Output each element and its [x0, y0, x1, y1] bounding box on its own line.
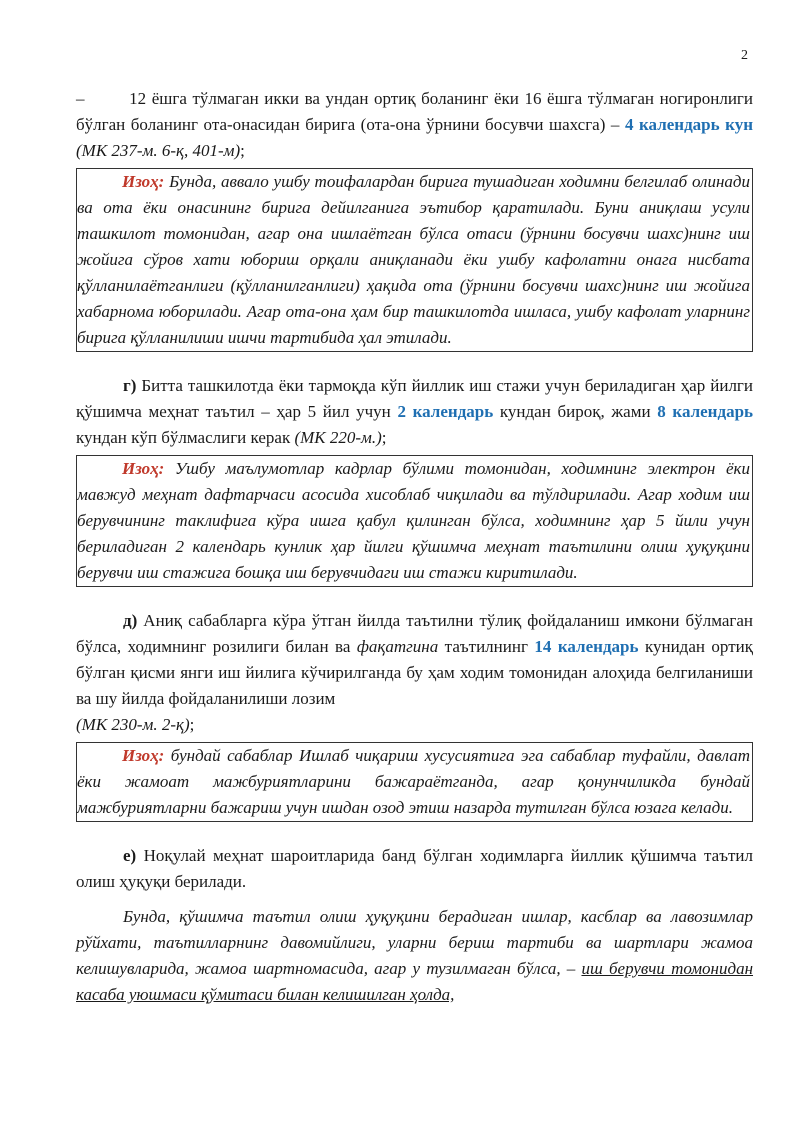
- closing-text: Бунда, қўшимча таътил олиш ҳуқуқини берадиган ишлар, касблар ва лавозимлар рўйхати, таътилларнинг давомийлиги, уларни бериш тартиби ва шартлари жамоа келишувларида, жамоа шартномасида, агар у тузилмаган бўлса, –: [76, 907, 753, 978]
- note-2-paragraph: [77, 456, 750, 586]
- item-dash-ref: (МК 237-м. 6-қ, 401-м): [76, 141, 241, 160]
- closing-underlined: иш берувчи томонидан касаба уюшмаси қўмитаси билан келишилган ҳолда,: [76, 959, 754, 1004]
- note-box-1: [76, 168, 753, 352]
- item-d-highlight: 14 календарь: [534, 637, 639, 656]
- item-d-tail: ;: [189, 715, 195, 734]
- item-g-paragraph: [76, 373, 753, 451]
- note-2-label: Изоҳ:: [122, 459, 165, 478]
- note-box-3: [76, 742, 753, 822]
- item-d-text-1: Аниқ сабабларга кўра ўтган йилда таътилни тўлиқ фойдаланиш имкони бўлмаган бўлса, ходимнинг розилиги билан ва: [76, 611, 753, 656]
- item-g-text-1: Битта ташкилотда ёки тармоқда кўп йиллик иш стажи учун бериладиган ҳар йилги қўшимча меҳнат таътил – ҳар 5 йил учун: [76, 376, 753, 421]
- item-g-letter: г): [123, 376, 137, 395]
- closing-paragraph: [76, 904, 753, 1008]
- item-dash-tail: ;: [240, 141, 245, 160]
- item-dash-lead: – 12 ёшга тўлмаган икки ва ундан ортиқ боланинг ёки 16 ёшга тўлмаган ногиронлиги бўлган боланинг ота-онасидан бирига (ота-она ўрнини босувчи шахсга) –: [76, 89, 753, 134]
- item-e-paragraph: [76, 843, 753, 895]
- item-g-highlight-2: 8 календарь: [657, 402, 754, 421]
- document-body: [76, 86, 753, 1008]
- item-d-italic-word: фақатгина: [356, 637, 439, 656]
- item-d-ref-line: [76, 712, 753, 738]
- item-d-letter: д): [123, 611, 138, 630]
- item-d-text-3: кунидан ортиқ бўлган қисми янги иш йилига кўчирилганда бу ҳам ходим томонидан алоҳида белгиланиши ва шу йилда фойдаланилиши лозим: [76, 637, 753, 708]
- item-dash-highlight: 4 календарь кун: [624, 115, 753, 134]
- note-3-paragraph: [77, 743, 750, 821]
- page-number: 2: [741, 48, 748, 63]
- item-e-text: Ноқулай меҳнат шароитларида банд бўлган ходимларга йиллик қўшимча таътил олиш ҳуқуқи берилади.: [76, 846, 753, 891]
- note-2-text: Ушбу маълумотлар кадрлар бўлими томонидан, ходимнинг электрон ёки мавжуд меҳнат дафтарчаси асосида хисоблаб чиқилади ва тўлдирилади. Агар ходим иш берувчининг таклифига кўра ишга қабул қилинган бўлса, ходимнинг ҳар 5 йили учун бериладиган 2 календарь кунлик ҳар йилги қўшимча меҳнат таътилини олиш ҳуқуқини берувчи иш стажига бошқа иш берувчидаги иш стажи киритилади.: [77, 459, 750, 582]
- note-1-text: Бунда, аввало ушбу тоифалардан бирига тушадиган ходимни белгилаб олинади ва ота ёки онасининг бирига дейилганига эътибор қаратилади. Буни аниқлаш усули ташкилот томонидан, агар она ишлаётган бўлса отаси (ўрнини босувчи шахс)нинг иш жойига сўров хати юбориш орқали аниқланади ёки ушбу кафолатни онага нисбата қўлланилаётганлиги (қўлланилганлиги) ҳақида ота (ўрнини босувчи шахс)нинг иш жойига хабарнома юборилади. Агар ота-она ҳам бир ташкилотда ишласа, ушбу кафолат уларнинг бирига қўлланилиши ишчи тартибида ҳал этилади.: [77, 172, 750, 347]
- note-3-label: Изоҳ:: [122, 746, 165, 765]
- item-g-ref: (МК 220-м.): [294, 428, 382, 447]
- item-d-text-2: таътилнинг: [438, 637, 535, 656]
- note-3-text: бундай сабаблар Ишлаб чиқариш хусусиятига эга сабаблар туфайли, давлат ёки жамоат мажбуриятларини бажараётганда, агар қонунчиликда бундай мажбуриятларни бажариш учун ишдан озод этиш назарда тутилган бўлса юзага келади.: [77, 746, 750, 817]
- item-dash-paragraph: [76, 86, 753, 164]
- item-g-highlight-1: 2 календарь: [397, 402, 494, 421]
- item-d-ref: (МК 230-м. 2-қ): [76, 715, 190, 734]
- item-g-tail: ;: [381, 428, 387, 447]
- item-g-text-2: кундан бироқ, жами: [493, 402, 658, 421]
- note-1-paragraph: [77, 169, 750, 351]
- item-e-letter: е): [123, 846, 137, 865]
- note-box-2: [76, 455, 753, 587]
- note-1-label: Изоҳ:: [122, 172, 165, 191]
- item-g-text-3: кундан кўп бўлмаслиги керак: [76, 428, 295, 447]
- item-d-paragraph: [76, 608, 753, 712]
